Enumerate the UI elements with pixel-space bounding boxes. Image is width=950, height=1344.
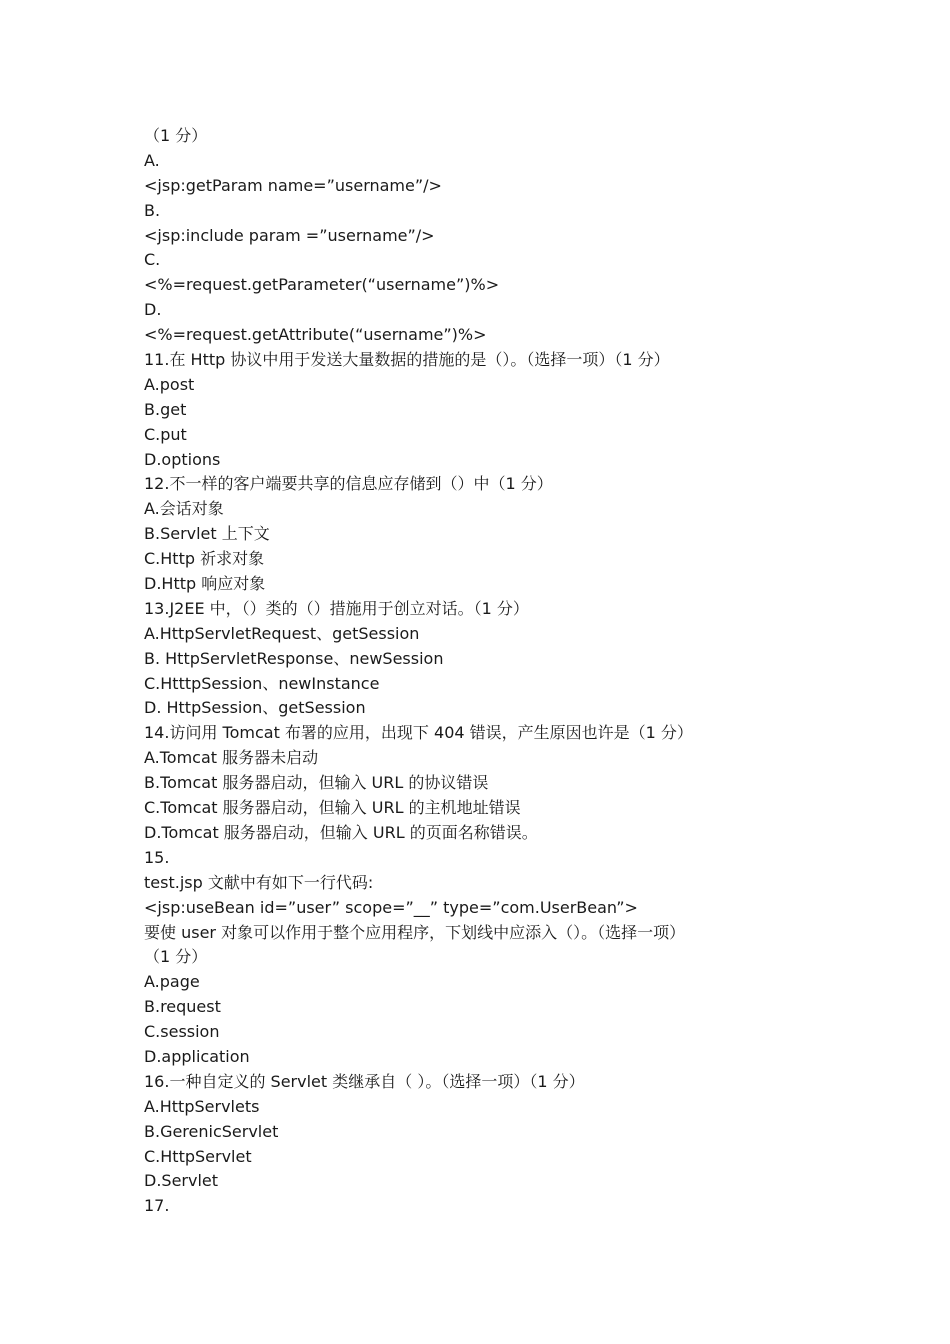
option-d: D.options <box>144 449 221 469</box>
option-c: C.HttpServlet <box>144 1146 252 1166</box>
text-line: （1 分） <box>144 126 208 145</box>
code-line: <%=request.getAttribute(“username”)%> <box>144 325 487 345</box>
option-a: A.HttpServletRequest、getSession <box>144 623 420 643</box>
option-d: D. HttpSession、getSession <box>144 698 366 718</box>
option-a: A.post <box>144 374 195 394</box>
option-b: B.GerenicServlet <box>144 1121 279 1141</box>
option-label: A. <box>144 150 160 170</box>
option-c: C.session <box>144 1022 220 1042</box>
option-b: B. HttpServletResponse、newSession <box>144 648 444 668</box>
option-a: A.会话对象 <box>144 499 224 519</box>
option-label: C. <box>144 250 161 270</box>
option-c: C.Http 祈求对象 <box>144 549 265 569</box>
question-15-text: test.jsp 文献中有如下一行代码: <box>144 872 374 892</box>
code-line: <%=request.getParameter(“username”)%> <box>144 275 500 295</box>
question-12: 12.不一样的客户端要共享的信息应存储到（）中（1 分） <box>144 474 553 494</box>
option-b: B.get <box>144 399 187 419</box>
question-15: 15. <box>144 847 170 867</box>
option-d: D.Servlet <box>144 1171 219 1191</box>
question-15-score: （1 分） <box>144 947 208 967</box>
option-d: D.application <box>144 1046 250 1066</box>
option-d: D.Tomcat 服务器启动，但输入 URL 的页面名称错误。 <box>144 822 538 842</box>
option-label: B. <box>144 200 161 220</box>
code-line: <jsp:getParam name=”username”/> <box>144 175 442 195</box>
option-b: B.Tomcat 服务器启动，但输入 URL 的协议错误 <box>144 773 489 793</box>
question-16: 16.一种自定义的 Servlet 类继承自（ ）。（选择一项）（1 分） <box>144 1071 585 1091</box>
option-a: A.Tomcat 服务器未启动 <box>144 748 319 768</box>
question-14: 14.访问用 Tomcat 布署的应用，出现下 404 错误，产生原因也许是（1 分） <box>144 723 693 743</box>
code-line: <jsp:include param =”username”/> <box>144 225 435 245</box>
question-15-text: 要使 user 对象可以作用于整个应用程序，下划线中应添入（）。（选择一项） <box>144 922 686 942</box>
option-a: A.page <box>144 972 200 992</box>
question-13: 13.J2EE 中，（）类的（）措施用于创立对话。（1 分） <box>144 598 529 618</box>
code-line: <jsp:useBean id=”user” scope=”__” type=”com.UserBean”> <box>144 897 638 917</box>
option-c: C.Tomcat 服务器启动，但输入 URL 的主机地址错误 <box>144 798 521 818</box>
option-label: D. <box>144 300 162 320</box>
option-c: C.put <box>144 424 187 444</box>
option-b: B.Servlet 上下文 <box>144 524 270 544</box>
question-11: 11.在 Http 协议中用于发送大量数据的措施的是（）。（选择一项）（1 分） <box>144 350 670 370</box>
option-a: A.HttpServlets <box>144 1096 260 1116</box>
option-d: D.Http 响应对象 <box>144 574 266 594</box>
option-b: B.request <box>144 997 221 1017</box>
question-17: 17. <box>144 1196 170 1216</box>
option-c: C.HtttpSession、newInstance <box>144 673 380 693</box>
document-page <box>144 124 844 1219</box>
